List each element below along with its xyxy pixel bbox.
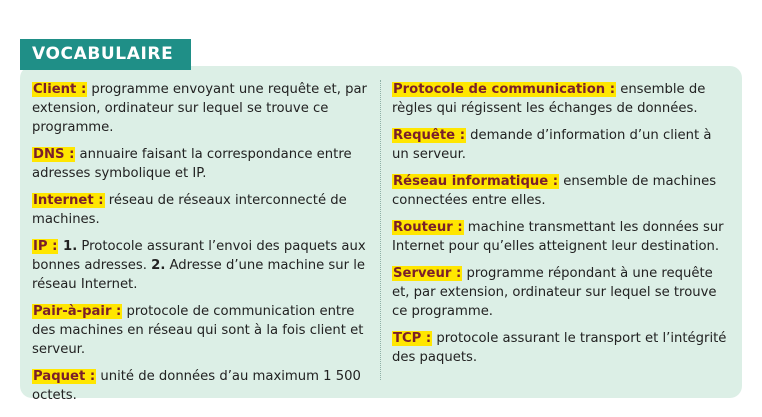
term-serveur: Serveur : <box>393 266 462 281</box>
definition-ip-number-2: 2. <box>151 258 166 273</box>
entry-reseau <box>392 172 730 210</box>
definition-reseau: ensemble de machines connectées entre elles. <box>392 174 717 208</box>
entry-internet <box>32 191 367 229</box>
entry-client <box>32 80 367 137</box>
entry-pair-a-pair <box>32 302 367 359</box>
term-requete: Requête : <box>393 128 465 143</box>
definition-paquet: unité de données d’au maximum 1 500 octets. <box>32 369 361 403</box>
term-dns: DNS : <box>33 147 75 162</box>
term-paquet: Paquet : <box>33 369 96 384</box>
column-divider <box>380 80 381 380</box>
definition-internet: réseau de réseaux interconnecté de machines. <box>32 193 347 227</box>
definition-client: programme envoyant une requête et, par extension, ordinateur sur lequel se trouve ce programme. <box>32 82 367 135</box>
entry-serveur <box>392 264 730 321</box>
term-routeur: Routeur : <box>393 220 463 235</box>
vocabulary-title: VOCABULAIRE <box>20 39 191 70</box>
definition-ip-2: Adresse d’une machine sur le réseau Internet. <box>32 258 366 292</box>
vocabulary-column-right <box>392 80 730 375</box>
definition-protocole: ensemble de règles qui régissent les échanges de données. <box>392 82 706 116</box>
definition-dns: annuaire faisant la correspondance entre adresses symbolique et IP. <box>32 147 352 181</box>
term-reseau: Réseau informatique : <box>393 174 559 189</box>
term-internet: Internet : <box>33 193 104 208</box>
entry-ip <box>32 237 367 294</box>
term-ip: IP : <box>33 239 58 254</box>
term-client: Client : <box>33 82 87 97</box>
definition-pair-a-pair: protocole de communication entre des machines en réseau qui sont à la fois client et serveur. <box>32 304 364 357</box>
definition-serveur: programme répondant à une requête et, par extension, ordinateur sur lequel se trouve ce programme. <box>392 266 717 319</box>
term-tcp: TCP : <box>393 331 432 346</box>
entry-routeur <box>392 218 730 256</box>
definition-requete: demande d’information d’un client à un serveur. <box>392 128 712 162</box>
term-protocole: Protocole de communication : <box>393 82 616 97</box>
term-pair-a-pair: Pair-à-pair : <box>33 304 122 319</box>
definition-routeur: machine transmettant les données sur Internet pour qu’elles atteignent leur destination. <box>392 220 724 254</box>
entry-dns <box>32 145 367 183</box>
definition-ip-number-1: 1. <box>58 239 78 254</box>
definition-tcp: protocole assurant le transport et l’intégrité des paquets. <box>392 331 727 365</box>
entry-requete <box>392 126 730 164</box>
entry-protocole <box>392 80 730 118</box>
entry-tcp <box>392 329 730 367</box>
definition-ip-1: Protocole assurant l’envoi des paquets aux bonnes adresses. <box>32 239 366 273</box>
entry-paquet <box>32 367 367 405</box>
vocabulary-column-left <box>32 80 367 413</box>
